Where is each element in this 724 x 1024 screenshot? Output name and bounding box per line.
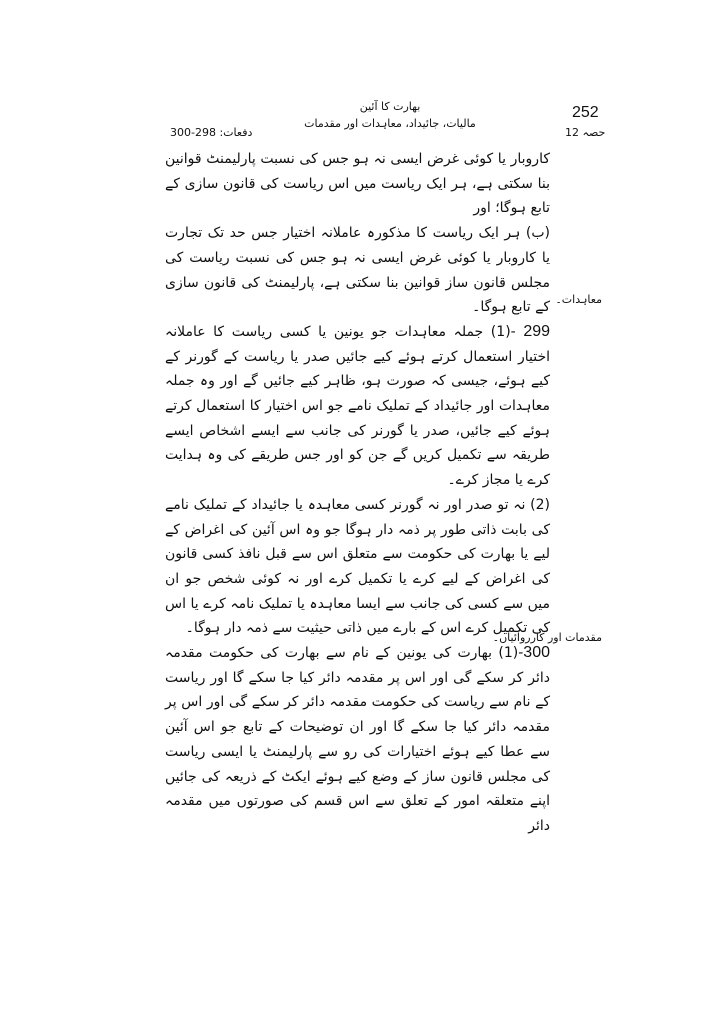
page-number: 252 bbox=[572, 104, 599, 121]
book-title: بھارت کا آئین bbox=[359, 100, 421, 113]
article-299-clause-2: (2) نہ تو صدر اور نہ گورنر کسی معاہدہ یا جائیداد کے تملیک نامے کی بابت ذاتی طور پر ذمہ دار ہوگا جو وہ اس آئین کی اغراض کے لیے یا بھارت کی حکومت سے متعلق اس سے قبل نافذ کسی قانون کی اغراض کے لیے کرے یا تکمیل کرے اور نہ کوئی شخص جو ان میں سے کسی کی جانب سے ایسا معاہدہ یا تملیک نامہ کرے یا اس کی تکمیل کرے اس کے بارے میں ذاتی حیثیت سے ذمہ دار ہوگا۔ bbox=[165, 496, 550, 637]
chapter-subtitle: مالیات، جائیداد، معاہدات اور مقدمات bbox=[304, 117, 476, 130]
article-299-clause-1 bbox=[165, 320, 550, 493]
sections-range: دفعات: 298-300 bbox=[170, 126, 253, 139]
margin-note-suits: مقدمات اور کارروائیاں۔ bbox=[492, 631, 602, 644]
running-header bbox=[220, 100, 560, 131]
paragraph-continuation: کاروبار یا کوئی غرض ایسی نہ ہو جس کی نسبت پارلیمنٹ قوانین بنا سکتی ہے، ہر ایک ریاست میں اس ریاست کی قانون سازی کے تابع ہوگا؛ اور bbox=[165, 151, 550, 217]
article-300-text: -(1) بھارت کی یونین کے نام سے بھارت کی حکومت مقدمہ دائر کر سکے گی اور اس پر مقدمہ دائر کیا جا سکے گا اور ریاست کے نام سے ریاست کی حکومت مقدمہ دائر کر سکے گی اور اس پر مقدمہ دائر کیا جا سکے گا اور ان توضیحات کے تابع جو اس آئین سے عطا کیے ہوئے اختیارات کی رو سے پارلیمنٹ یا ایسی ریاست کی مجلس قانون ساز کے وضع کیے ہوئے ایکٹ کے ذریعہ کی جائیں اپنے متعلقہ امور کے تعلق سے اس قسم کی صورتوں میں مقدمہ دائر bbox=[165, 645, 550, 834]
body-text bbox=[165, 147, 550, 839]
paragraph-clause-b: (ب) ہر ایک ریاست کا مذکورہ عاملانہ اختیار جس حد تک تجارت یا کاروبار یا کوئی غرض ایسی نہ ہو جس کی نسبت ریاست کی مجلس قانون ساز قوانین بنا سکتی ہے، پارلیمنٹ کی قانون سازی کے تابع ہوگا۔ bbox=[165, 225, 550, 316]
article-300-number: 300 bbox=[523, 644, 550, 662]
article-299-number: 299 bbox=[523, 322, 551, 340]
margin-note-contracts: معاہدات۔ bbox=[555, 293, 602, 306]
part-label: حصہ 12 bbox=[565, 126, 606, 139]
article-300-clause-1 bbox=[165, 641, 550, 839]
article-299-text: -(1) جملہ معاہدات جو یونین یا کسی ریاست کا عاملانہ اختیار استعمال کرتے ہوئے کیے جائیں صدر یا ریاست کے گورنر کے کیے ہوئے، جیسی کہ صورت ہو، ظاہر کیے جائیں گے اور وہ جملہ معاہدات اور جائیداد کے تملیک نامے جو اس اختیار کا استعمال کرتے ہوئے کیے جائیں، صدر یا گورنر کی جانب سے ایسے اشخاص ایسے طریقہ سے تکمیل کریں گے جن کو اور جس طریقے کی وہ ہدایت کرے یا مجاز کرے۔ bbox=[165, 323, 550, 489]
